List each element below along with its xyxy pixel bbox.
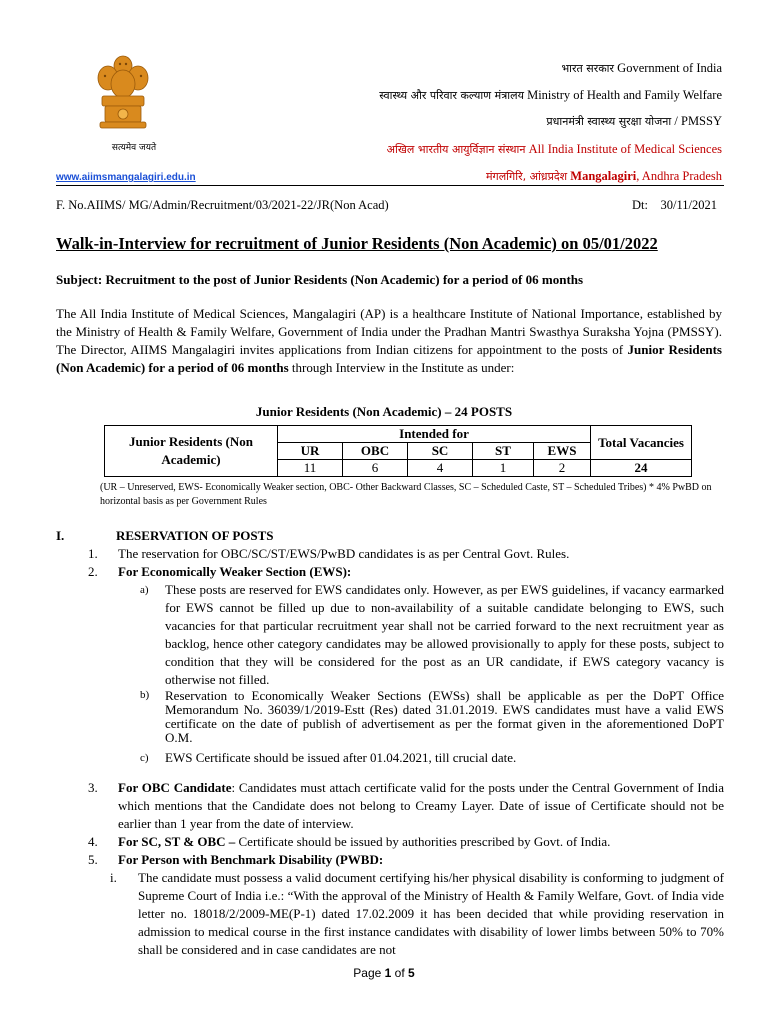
total-value: 24 <box>591 460 692 477</box>
list-item: 5. For Person with Benchmark Disability (PWBD: <box>88 852 384 867</box>
category-value: 6 <box>343 460 408 477</box>
category-value: 2 <box>534 460 591 477</box>
category-header: UR <box>278 443 343 460</box>
section-heading: I. RESERVATION OF POSTS <box>56 528 274 543</box>
category-value: 11 <box>278 460 343 477</box>
sub-item-a: a) These posts are reserved for EWS candidates only. However, as per EWS guidelines, if vacancy earmarked for EWS cannot be filled up due to non-availability of a suitable candidate belonging to EWS, such vacancies for that particular recruitment year shall not be carried forward to the next recruitment year as backlog, hence other category candidates may be allowed provisionally to apply for these posts, subject to condition that they will be considered for the post as an UR candidate, if EWS category vacancy is otherwise not filled. <box>140 582 724 687</box>
sub-item-c: c) EWS Certificate should be issued after 01.04.2021, till crucial date. <box>140 750 517 765</box>
list-item: 3. For OBC Candidate: Candidates must attach certificate valid for the posts under the Central Government of India which mentions that the Candidate does not belong to Creamy Layer. Date of issue of Certificate should not be earlier than 1 year from the date of interview. <box>88 780 724 831</box>
category-header: ST <box>473 443 534 460</box>
intended-for-header: Intended for <box>278 426 591 443</box>
total-vacancies-header: Total Vacancies <box>591 426 692 460</box>
list-item: 4. For SC, ST & OBC – Certificate should be issued by authorities prescribed by Govt. of India. <box>88 834 611 849</box>
category-header: OBC <box>343 443 408 460</box>
category-header: SC <box>408 443 473 460</box>
sub-item-i: i. The candidate must possess a valid document certifying his/her physical disability is conforming to judgment of Supreme Court of India i.e.: “With the approval of the Ministry of Health & Family Welfare, Govt. of India vide letter no. 18018/2/2009-ME(P-1) dated 17.02.2009 it has been decided that while providing reservation in admission to medical course in the first instance candidates with disability of lower limbs between 50% to 70% shall be considered and in case candidates are not <box>110 870 724 957</box>
header-line-institute: अखिल भारतीय आयुर्विज्ञान संस्थान All India Institute of Medical Sciences <box>386 142 722 156</box>
header-divider <box>56 185 724 186</box>
header-line-government: भारत सरकार Government of India <box>561 61 722 75</box>
page-number: Page 1 of 5 <box>353 966 415 980</box>
category-header: EWS <box>534 443 591 460</box>
posts-row-label: Junior Residents (Non Academic) <box>105 426 278 477</box>
posts-table-caption: Junior Residents (Non Academic) – 24 POSTS <box>255 404 513 419</box>
header-line-ministry: स्वास्थ्य और परिवार कल्याण मंत्रालय Ministry of Health and Family Welfare <box>379 88 722 102</box>
document-date: Dt: 30/11/2021 <box>632 198 717 212</box>
intro-paragraph: The All India Institute of Medical Sciences, Mangalagiri (AP) is a healthcare Institute of National Importance, established by the Ministry of Health & Family Welfare, Government of India under the Pradhan Mantri Swasthya Suraksha Yojna (PMSSY). The Director, AIIMS Mangalagiri invites applications from Indian citizens for appointment to the posts of Junior Residents (Non Academic) for a period of 06 months through Interview in the Institute as under: <box>56 306 722 375</box>
subject-line: Subject: Recruitment to the post of Junior Residents (Non Academic) for a period of 06 months <box>56 272 584 287</box>
category-value: 4 <box>408 460 473 477</box>
file-number: F. No.AIIMS/ MG/Admin/Recruitment/03/2021-22/JR(Non Acad) <box>56 198 389 212</box>
sub-item-b: b) Reservation to Economically Weaker Sections (EWSs) shall be applicable as per the DoPT Office Memorandum No. 36039/1/2019-Estt (Res) dated 31.01.2019. EWS candidates must have a valid EWS certificate on the date of publish of advertisement as per the format given in the aforementioned DoPT O.M. <box>140 688 724 745</box>
list-item: 2. For Economically Weaker Section (EWS): <box>88 564 352 579</box>
national-emblem-icon <box>92 52 154 148</box>
list-item: 1. The reservation for OBC/SC/ST/EWS/PwBD candidates is as per Central Govt. Rules. <box>88 546 570 561</box>
website-link[interactable]: www.aiimsmangalagiri.edu.in <box>56 172 196 183</box>
page-title: Walk-in-Interview for recruitment of Junior Residents (Non Academic) on 05/01/2022 <box>56 234 658 253</box>
header-line-location: मंगलगिरि, आंध्रप्रदेश Mangalagiri, Andhra Pradesh <box>485 169 722 183</box>
posts-table <box>104 425 692 477</box>
category-value: 1 <box>473 460 534 477</box>
header-line-pmssy: प्रधानमंत्री स्वास्थ्य सुरक्षा योजना / PMSSY <box>546 114 722 128</box>
table-note: (UR – Unreserved, EWS- Economically Weaker section, OBC- Other Backward Classes, SC – Scheduled Caste, ST – Scheduled Tribes) * 4% PwBD on horizontal basis as per Government Rules <box>100 482 712 507</box>
emblem-motto: सत्यमेव जयते <box>111 143 157 153</box>
